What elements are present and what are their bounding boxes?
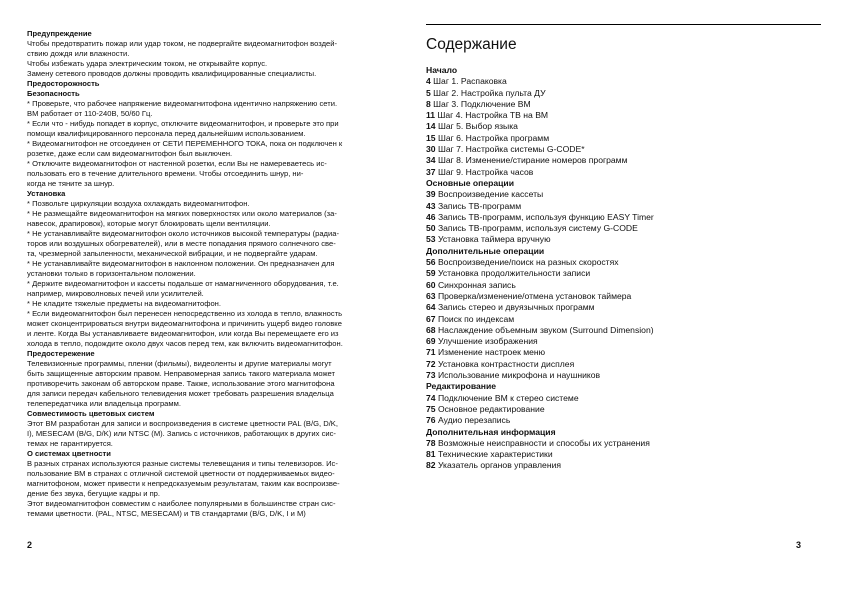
toc-page-number: 34 — [426, 155, 436, 166]
toc-page-number: 30 — [426, 144, 436, 155]
toc-entry-text: Основное редактирование — [437, 403, 545, 414]
toc-section-heading: Начало — [426, 65, 458, 75]
text-line: может сконцентрироваться внутри видеомагнитофона и причинить ущерб видео головке — [27, 319, 342, 328]
page-number-left: 2 — [27, 540, 33, 550]
text-line: Телевизионные программы, пленки (фильмы), видеоленты и другие материалы могут — [27, 359, 332, 368]
toc-section-heading: Основные операции — [426, 177, 514, 188]
toc-entry-text: Поиск по индексам — [437, 313, 515, 324]
text-line: та, чрезмерной запыленности, механической вибрации, и не подвергайте ударам. — [27, 249, 318, 258]
text-line: темами цветности. (PAL, NTSC, MESECAM) и ТВ стандартами (B/G, D/K, I и M) — [27, 509, 306, 518]
toc-entry[interactable] — [426, 167, 821, 178]
toc-page-number: 60 — [426, 279, 436, 290]
text-line: розетке, даже если сам видеомагнитофон был выключен. — [27, 149, 233, 158]
toc-page-number: 74 — [426, 392, 436, 403]
text-line: Чтобы избежать удара электрическим током, не открывайте корпус. — [27, 59, 268, 68]
text-line: * Не устанавливайте видеомагнитофон около источников высокой температуры (радиа- — [27, 229, 339, 238]
toc-entry[interactable] — [426, 189, 821, 200]
section-heading: О системах цветности — [27, 449, 111, 458]
toc-title: Содержание — [426, 36, 517, 53]
toc-page-number: 69 — [426, 336, 436, 347]
toc-entry[interactable] — [426, 268, 821, 279]
text-line: Этот ВМ разработан для записи и воспроизведения в системе цветности PAL (B/G, D/K, — [27, 419, 338, 428]
toc-entry[interactable] — [426, 336, 821, 347]
left-page-text — [27, 29, 405, 519]
text-line: установки только в горизонтальном положении. — [27, 269, 196, 278]
toc-entry-text: Установка продолжительности записи — [437, 268, 591, 279]
section-heading: Безопасность — [27, 89, 80, 98]
text-line: * Отключите видеомагнитофон от настенной розетки, если Вы не намереваетесь ис- — [27, 159, 327, 168]
text-line: Замену сетевого проводов должны проводить квалифицированные специалисты. — [27, 69, 317, 78]
toc-entry[interactable] — [426, 76, 821, 87]
toc-entry[interactable] — [426, 460, 821, 471]
text-line: Чтобы предотвратить пожар или удар током, не подвергайте видеомагнитофон воздей- — [27, 39, 337, 48]
toc-entry[interactable] — [426, 438, 821, 449]
toc-entry-text: Шаг 2. Настройка пульта ДУ — [433, 87, 546, 98]
toc-page-number: 59 — [426, 268, 436, 279]
toc-entry[interactable] — [426, 415, 821, 426]
toc-entry[interactable] — [426, 121, 821, 132]
toc-entry-text: Шаг 7. Настройка системы G-CODE* — [437, 144, 585, 155]
toc-entry[interactable] — [426, 314, 821, 325]
toc-body — [426, 65, 821, 472]
section-heading: Предупреждение — [27, 29, 92, 38]
text-line: * Проверьте, что рабочее напряжение видеомагнитофона идентично напряжению сети. — [27, 99, 338, 108]
toc-entry-text: Воспроизведение кассеты — [437, 189, 544, 200]
toc-entry-text: Шаг 4. Настройка ТВ на ВМ — [437, 110, 549, 121]
text-line: торов или воздушных обогревателей), или в месте попадания прямого солнечного све- — [27, 239, 336, 248]
toc-section-heading: Дополнительная информация — [426, 426, 556, 437]
toc-page-number: 73 — [426, 370, 436, 381]
toc-entry[interactable] — [426, 88, 821, 99]
toc-entry-text: Шаг 8. Изменение/стирание номеров программ — [437, 155, 628, 166]
text-line: Этот видеомагнитофон совместим с наиболее популярными в большинстве стран сис- — [27, 499, 336, 508]
toc-page-number: 37 — [426, 166, 436, 177]
top-rule — [426, 24, 821, 25]
text-line: пользование ВМ в странах с отличной системой цветности от поддерживаемых видео- — [27, 469, 335, 478]
toc-entry-text: Запись стерео и двуязычных программ — [437, 302, 595, 313]
toc-page-number: 14 — [426, 121, 436, 132]
toc-page-number: 15 — [426, 132, 436, 143]
toc-entry[interactable] — [426, 133, 821, 144]
text-line: темах не гарантируется. — [27, 439, 113, 448]
toc-entry-text: Синхронная запись — [437, 279, 516, 290]
text-line: навесок, драпировок), которые могут блокировать щели вентиляции. — [27, 219, 271, 228]
section-heading: Предостережение — [27, 349, 95, 358]
toc-page-number: 63 — [426, 290, 436, 301]
text-line: телепередатчика или владельца программ. — [27, 399, 181, 408]
toc-entry-text: Воспроизведение/поиск на разных скоростях — [437, 257, 619, 268]
toc-page-number: 67 — [426, 313, 436, 324]
toc-entry-text: Указатель органов управления — [437, 460, 562, 471]
text-line: * Держите видеомагнитофон и кассеты подальше от намагниченного оборудования, т.е. — [27, 279, 339, 288]
section-heading: Установка — [27, 189, 66, 198]
toc-entry-text: Запись ТВ-программ, используя функцию EASY Timer — [437, 211, 654, 222]
toc-page-number: 56 — [426, 257, 436, 268]
text-line: ствию дождя или влажности. — [27, 49, 130, 58]
text-line: * Не размещайте видеомагнитофон на мягких поверхностях или около материалов (за- — [27, 209, 337, 218]
toc-page-number: 50 — [426, 223, 436, 234]
toc-entry[interactable] — [426, 144, 821, 155]
toc-entry[interactable] — [426, 291, 821, 302]
toc-entry-text: Аудио перезапись — [437, 415, 511, 426]
text-line: быть защищенные авторским правом. Неправомерная запись такого материала может — [27, 369, 335, 378]
text-line: ВМ работает от 110-240В, 50/60 Гц. — [27, 109, 153, 118]
toc-entry[interactable] — [426, 155, 821, 166]
toc-entry-text: Запись ТВ-программ — [437, 200, 522, 211]
toc-entry[interactable] — [426, 223, 821, 234]
toc-entry[interactable] — [426, 257, 821, 268]
toc-page-number: 75 — [426, 403, 436, 414]
text-line: * Позвольте циркуляции воздуха охлаждать видеомагнитофон. — [27, 199, 250, 208]
page-number-right: 3 — [796, 540, 802, 550]
toc-page-number: 81 — [426, 449, 436, 460]
toc-entry-text: Установка контрастности дисплея — [437, 358, 575, 369]
toc-page-number: 5 — [426, 87, 431, 98]
toc-page-number: 4 — [426, 76, 431, 87]
toc-entry[interactable] — [426, 404, 821, 415]
toc-entry-text: Шаг 3. Подключение ВМ — [433, 98, 531, 109]
text-line: I), MESECAM (B/G, D/K) или NTSC (M). Запись с источников, работающих в других сис- — [27, 429, 336, 438]
text-line: В разных странах используются разные системы телевещания и типы телевизоров. Ис- — [27, 459, 338, 468]
text-line: холода в тепло, подождите около двух часов перед тем, как включить видеомагнитофон. — [27, 339, 343, 348]
toc-section-heading: Редактирование — [426, 381, 497, 392]
toc-section-heading: Дополнительные операции — [426, 245, 545, 256]
toc-page-number: 82 — [426, 460, 436, 471]
toc-entry-text: Технические характеристики — [437, 449, 553, 460]
toc-entry[interactable] — [426, 393, 821, 404]
toc-page-number: 43 — [426, 200, 436, 211]
toc-entry[interactable] — [426, 110, 821, 121]
toc-entry[interactable] — [426, 359, 821, 370]
toc-entry-text: Возможные неисправности и способы их устранения — [437, 437, 650, 448]
toc-page-number: 72 — [426, 358, 436, 369]
toc-entry-text: Шаг 6. Настройка программ — [437, 132, 550, 143]
toc-entry[interactable] — [426, 449, 821, 460]
toc-page-number: 76 — [426, 415, 436, 426]
toc-page-number: 11 — [426, 110, 436, 121]
text-line: магнитофоном, может привести к непредсказуемым результатам, таким как воспроизве- — [27, 479, 340, 488]
text-line: помощи квалифицированного персонала перед дальнейшим использованием. — [27, 129, 306, 138]
toc-entry-text: Изменение настроек меню — [437, 347, 546, 358]
toc-entry-text: Установка таймера вручную — [437, 234, 551, 245]
toc-entry-text: Шаг 9. Настройка часов — [437, 166, 534, 177]
toc-page-number: 39 — [426, 189, 436, 200]
text-line: * Не кладите тяжелые предметы на видеомагнитофон. — [27, 299, 221, 308]
toc-page-number: 53 — [426, 234, 436, 245]
section-heading: Совместимость цветовых систем — [27, 409, 155, 418]
text-line: когда не тяните за шнур. — [27, 179, 115, 188]
toc-page-number: 71 — [426, 347, 436, 358]
toc-entry[interactable] — [426, 347, 821, 358]
toc-entry-text: Подключение ВМ к стерео системе — [437, 392, 579, 403]
text-line: например, микроволновых печей или усилителей. — [27, 289, 204, 298]
toc-entry[interactable] — [426, 302, 821, 313]
toc-entry-text: Запись ТВ-программ, используя систему G-CODE — [437, 223, 638, 234]
table-of-contents — [426, 24, 821, 472]
toc-page-number: 46 — [426, 211, 436, 222]
toc-entry[interactable] — [426, 280, 821, 291]
section-heading: Предосторожность — [27, 79, 100, 88]
text-line: дение без звука, бегущие кадры и пр. — [27, 489, 161, 498]
text-line: * Если что - нибудь попадет в корпус, отключите видеомагнитофон, и проверьте это при — [27, 119, 339, 128]
toc-entry[interactable] — [426, 99, 821, 110]
text-line: * Видеомагнитофон не отсоединен от СЕТИ ПЕРЕМЕННОГО ТОКА, пока он подключен к — [27, 139, 343, 148]
text-line: пользовать его в течение длительного времени. Чтобы отсоединить шнур, ни- — [27, 169, 304, 178]
toc-entry[interactable] — [426, 325, 821, 336]
toc-entry-text: Проверка/изменение/отмена установок таймера — [437, 290, 632, 301]
toc-entry-text: Шаг 5. Выбор языка — [437, 121, 518, 132]
text-line: * Если видеомагнитофон был перенесен непосредственно из холода в тепло, влажность — [27, 309, 343, 318]
toc-page-number: 78 — [426, 437, 436, 448]
toc-page-number: 8 — [426, 98, 431, 109]
text-line: и ленте. Когда Вы устанавливаете видеомагнитофон, или когда Вы перемещаете его из — [27, 329, 339, 338]
toc-entry-text: Шаг 1. Распаковка — [433, 76, 507, 87]
toc-entry[interactable] — [426, 234, 821, 245]
toc-entry[interactable] — [426, 212, 821, 223]
toc-page-number: 64 — [426, 302, 436, 313]
toc-entry-text: Улучшение изображения — [437, 336, 538, 347]
toc-entry-text: Использование микрофона и наушников — [437, 370, 601, 381]
toc-page-number: 68 — [426, 324, 436, 335]
toc-entry[interactable] — [426, 370, 821, 381]
text-line: для записи передач кабельного телевидения может требовать разрешения владельца — [27, 389, 334, 398]
toc-entry-text: Наслаждение объемным звуком (Surround Dimension) — [437, 324, 654, 335]
toc-entry[interactable] — [426, 201, 821, 212]
text-line: противоречить законам об авторском праве. Также, использование этого магнитофона — [27, 379, 335, 388]
text-line: * Не устанавливайте видеомагнитофон в наклонном положении. Он предназначен для — [27, 259, 335, 268]
